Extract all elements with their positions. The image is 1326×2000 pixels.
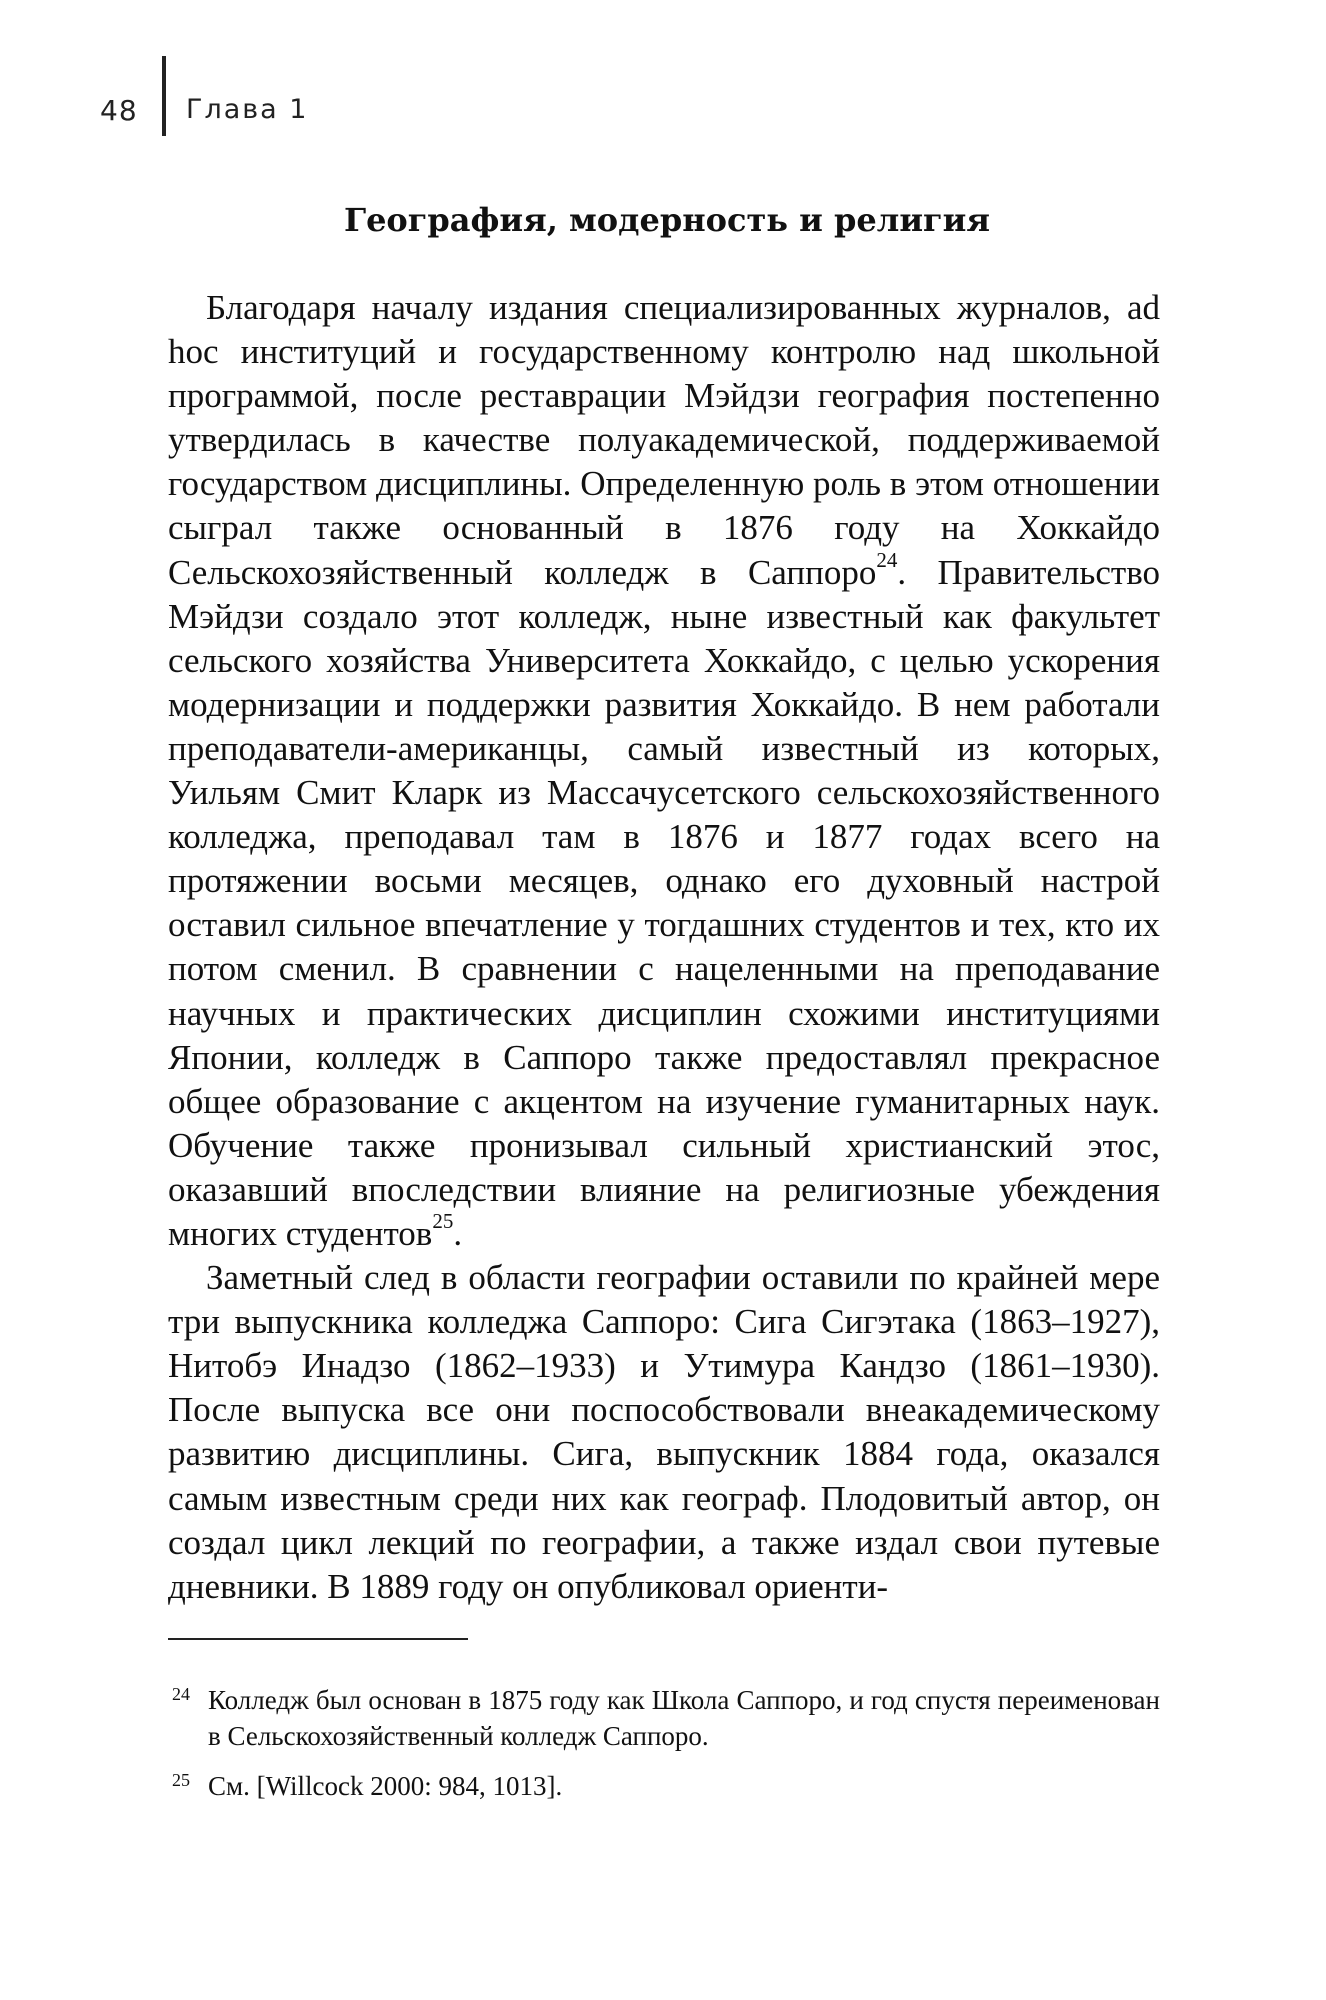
footnote-ref-25[interactable]: 25 — [432, 1209, 454, 1234]
footnote-number: 25 — [172, 1770, 190, 1790]
footnote-divider — [168, 1638, 468, 1640]
paragraph-2: Заметный след в области географии оставили по крайней мере три выпускника колледжа Саппоро: Сига Сигэтака (1863–1927), Нитобэ Инадзо (1862–1933) и Утимура Кандзо (1861–1930). После выпуска все они поспособствовали внеакадемическому развитию дисциплины. Сига, выпускник 1884 года, оказался самым известным среди них как географ. Плодовитый автор, он создал цикл лекций по географии, а также издал свои путевые дневники. В 1889 году он опубликовал ориенти- — [168, 1258, 1160, 1606]
footnote-ref-24[interactable]: 24 — [876, 547, 898, 572]
section-title: География, модерность и религия — [343, 201, 991, 239]
running-head — [0, 56, 1326, 136]
header-divider — [162, 56, 166, 136]
body-text — [168, 286, 1160, 1609]
paragraph-1-text: Благодаря началу издания специализированных журналов, ad hoc институций и государственному контролю над школьной программой, после реставрации Мэйдзи география постепенно утвердилась в качестве полуакадемической, поддерживаемой государством дисциплины. Определенную роль в этом отношении сыграл также основанный в 1876 году на Хоккайдо Сельскохозяйственный колледж в Саппоро — [168, 288, 1160, 592]
footnote-text: См. [Willcock 2000: 984, 1013]. — [208, 1771, 563, 1801]
page-number: 48 — [100, 94, 138, 127]
footnote-text: Колледж был основан в 1875 году как Школа Саппоро, и год спустя переименован в Сельскохозяйственный колледж Саппоро. — [208, 1685, 1160, 1751]
footnotes — [168, 1682, 1160, 1818]
footnote-25 — [168, 1768, 1160, 1804]
chapter-label: Глава 1 — [186, 94, 309, 125]
paragraph-1-text-cont: . Правительство Мэйдзи создало этот колледж, ныне известный как факультет сельского хозяйства Университета Хоккайдо, с целью ускорения модернизации и поддержки развития Хоккайдо. В нем работали преподаватели-американцы, самый известный из которых, Уильям Смит Кларк из Массачусетского сельскохозяйственного колледжа, преподавал там в 1876 и 1877 годах всего на протяжении восьми месяцев, однако его духовный настрой оставил сильное впечатление у тогдашних студентов и тех, кто их потом сменил. В сравнении с нацеленными на преподавание научных и практических дисциплин схожими институциями Японии, колледж в Саппоро также предоставлял прекрасное общее образование с акцентом на изучение гуманитарных наук. Обучение также пронизывал сильный христианский этос, оказавший впоследствии влияние на религиозные убеждения многих студентов — [168, 552, 1160, 1253]
footnote-24 — [168, 1682, 1160, 1754]
paragraph-1-end: . — [453, 1213, 463, 1253]
paragraph-1 — [168, 286, 1160, 1256]
footnote-number: 24 — [172, 1684, 190, 1704]
